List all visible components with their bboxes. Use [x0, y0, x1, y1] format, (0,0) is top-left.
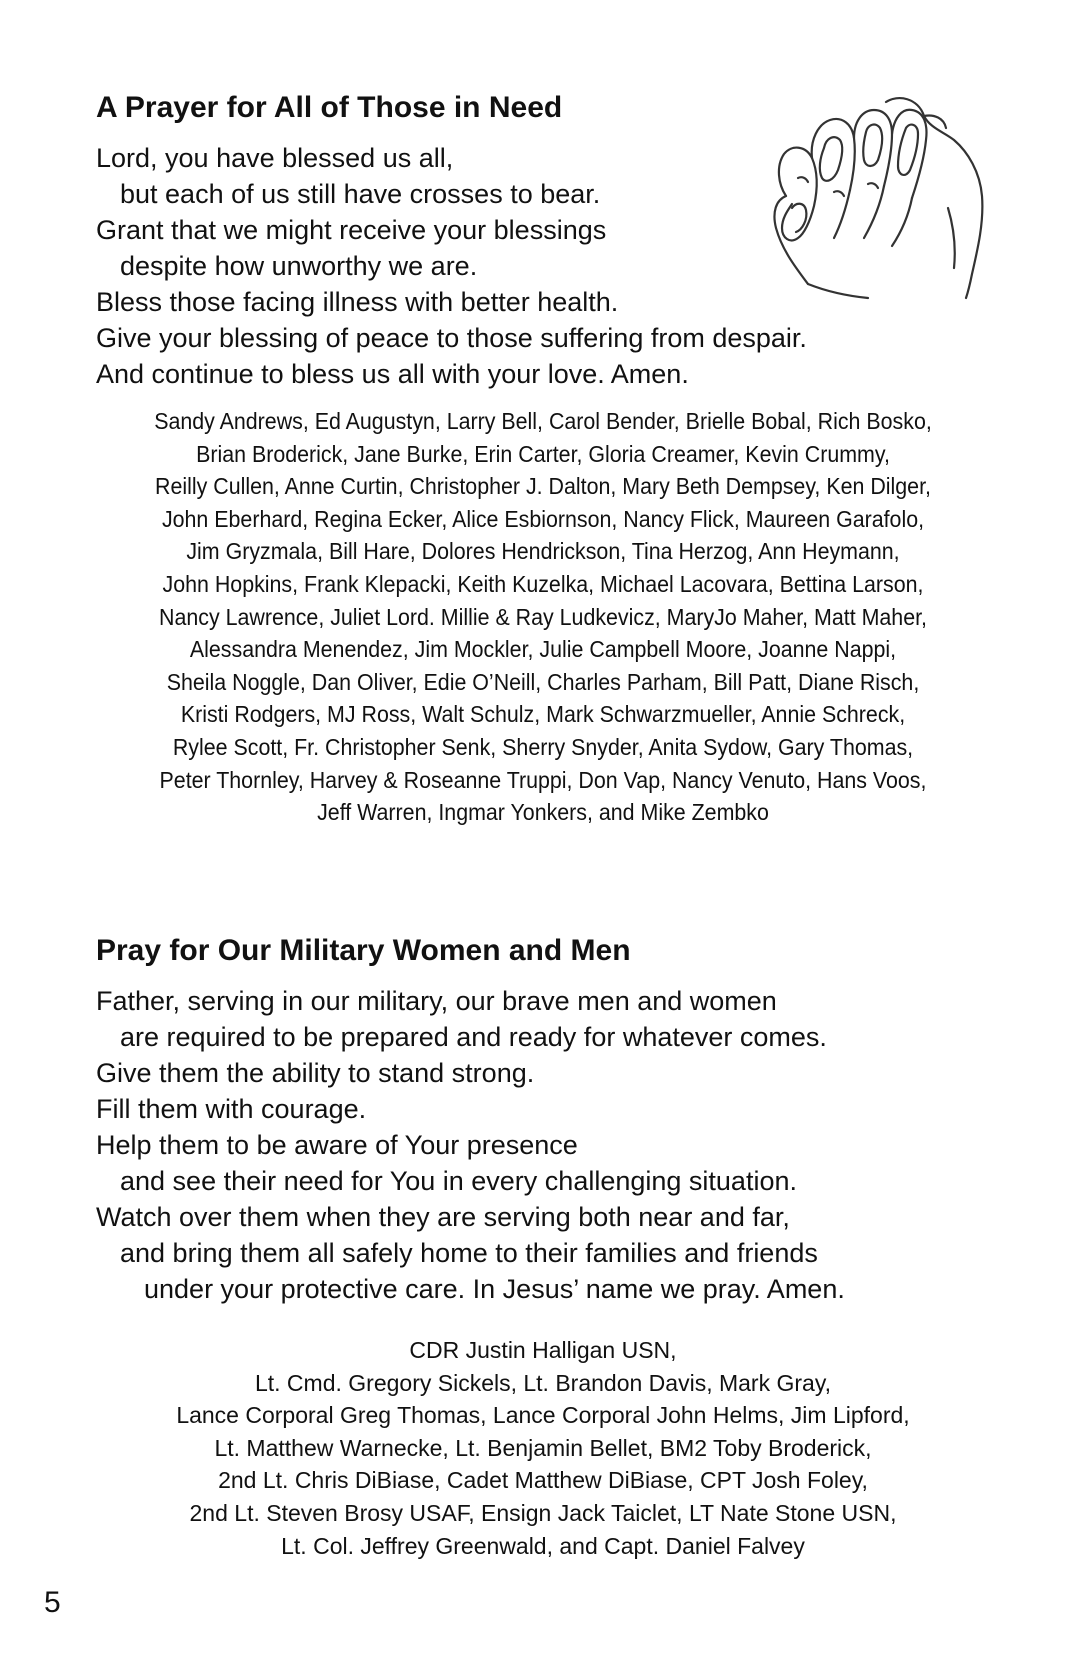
prayer-line: and bring them all safely home to their families and friends — [120, 1238, 818, 1268]
page-number: 5 — [44, 1586, 61, 1619]
names-line: Alessandra Menendez, Jim Mockler, Julie Campbell Moore, Joanne Nappi, — [189, 636, 897, 663]
prayer-line: Grant that we might receive your blessings — [96, 215, 607, 245]
names-list-need — [75, 405, 1011, 829]
prayer-line: but each of us still have crosses to bear. — [120, 179, 601, 209]
names-line: Sheila Noggle, Dan Oliver, Edie O’Neill, Charles Parham, Bill Patt, Diane Risch, — [166, 668, 920, 695]
prayer-line: and see their need for You in every challenging situation. — [120, 1166, 797, 1196]
praying-hands-icon — [768, 88, 990, 300]
names-line: Nancy Lawrence, Juliet Lord. Millie & Ray Ludkevicz, MaryJo Maher, Matt Maher, — [159, 603, 927, 630]
prayer-line: despite how unworthy we are. — [120, 251, 478, 281]
prayer-title-need: A Prayer for All of Those in Need — [96, 91, 563, 124]
names-line: Jeff Warren, Ingmar Yonkers, and Mike Zembko — [317, 799, 769, 826]
names-line: John Eberhard, Regina Ecker, Alice Esbiornson, Nancy Flick, Maureen Garafolo, — [161, 505, 925, 532]
prayer-line: Lord, you have blessed us all, — [96, 143, 454, 173]
prayer-line: Watch over them when they are serving both near and far, — [96, 1202, 790, 1232]
names-line: Brian Broderick, Jane Burke, Erin Carter, Gloria Creamer, Kevin Crummy, — [196, 440, 890, 467]
names-line: Peter Thornley, Harvey & Roseanne Truppi, Don Vap, Nancy Venuto, Hans Voos, — [159, 766, 927, 793]
names-line: Reilly Cullen, Anne Curtin, Christopher J. Dalton, Mary Beth Dempsey, Ken Dilger, — [155, 473, 931, 500]
prayer-line: Give your blessing of peace to those suffering from despair. — [96, 323, 807, 353]
names-line: Lance Corporal Greg Thomas, Lance Corporal John Helms, Jim Lipford, — [176, 1402, 910, 1429]
names-line: Lt. Matthew Warnecke, Lt. Benjamin Bellet, BM2 Toby Broderick, — [214, 1434, 872, 1461]
names-list-military — [40, 1334, 1046, 1562]
names-line: 2nd Lt. Steven Brosy USAF, Ensign Jack Taiclet, LT Nate Stone USN, — [189, 1499, 897, 1526]
prayer-line: Help them to be aware of Your presence — [96, 1130, 578, 1160]
prayer-text-military — [96, 983, 845, 1307]
names-line: Lt. Col. Jeffrey Greenwald, and Capt. Daniel Falvey — [281, 1532, 805, 1559]
prayer-line: Bless those facing illness with better health. — [96, 287, 619, 317]
names-line: Rylee Scott, Fr. Christopher Senk, Sherry Snyder, Anita Sydow, Gary Thomas, — [172, 733, 914, 760]
names-line: CDR Justin Halligan USN, — [409, 1337, 677, 1363]
names-line: John Hopkins, Frank Klepacki, Keith Kuzelka, Michael Lacovara, Bettina Larson, — [162, 570, 924, 597]
names-line: Jim Gryzmala, Bill Hare, Dolores Hendrickson, Tina Herzog, Ann Heymann, — [186, 538, 900, 565]
prayer-text-need — [96, 140, 807, 392]
prayer-line: Father, serving in our military, our brave men and women — [96, 986, 777, 1016]
prayer-line: And continue to bless us all with your love. Amen. — [96, 359, 689, 389]
names-line: Kristi Rodgers, MJ Ross, Walt Schulz, Mark Schwarzmueller, Annie Schreck, — [180, 701, 906, 728]
prayer-title-military: Pray for Our Military Women and Men — [96, 934, 631, 967]
names-line: 2nd Lt. Chris DiBiase, Cadet Matthew DiBiase, CPT Josh Foley, — [218, 1467, 868, 1494]
names-line: Sandy Andrews, Ed Augustyn, Larry Bell, Carol Bender, Brielle Bobal, Rich Bosko, — [154, 408, 932, 434]
prayer-line: are required to be prepared and ready for whatever comes. — [120, 1022, 827, 1052]
prayer-line: under your protective care. In Jesus’ name we pray. Amen. — [144, 1274, 845, 1304]
names-line: Lt. Cmd. Gregory Sickels, Lt. Brandon Davis, Mark Gray, — [254, 1369, 832, 1396]
prayer-line: Fill them with courage. — [96, 1094, 367, 1124]
prayer-line: Give them the ability to stand strong. — [96, 1058, 535, 1088]
